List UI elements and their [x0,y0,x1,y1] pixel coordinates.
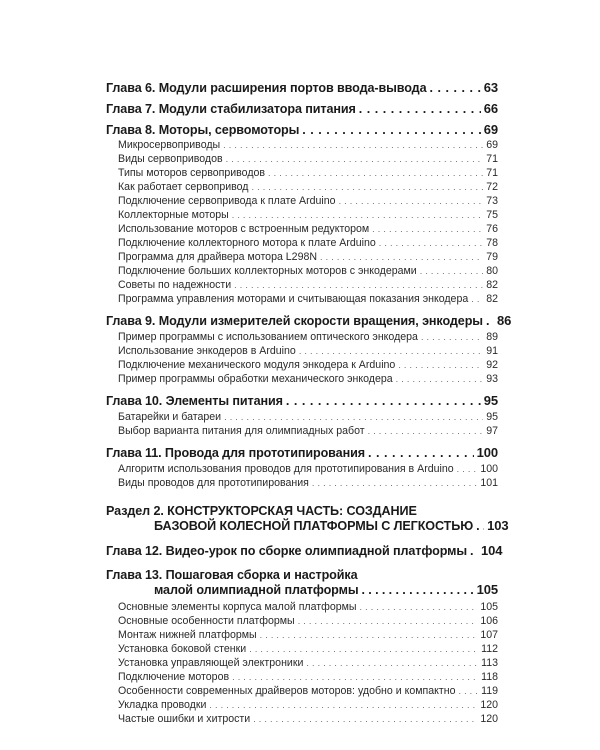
toc-page-number: 100 [476,445,498,460]
toc-entry-title: Установка управляющей электроники [118,657,304,669]
toc-page-number: 63 [483,80,498,95]
dot-leader [368,446,474,460]
toc-entry-title: Глава 12. Видео-урок по сборке олимпиадной платформы [106,544,468,558]
toc-subentry[interactable] [118,223,498,235]
toc-chapter-9[interactable] [106,313,512,328]
toc-subentry[interactable] [118,463,498,475]
toc-page-number: 113 [481,657,498,669]
toc-entry-title: Глава 10. Элементы питания [106,394,283,408]
toc-subentry[interactable] [118,359,498,371]
dot-leader [260,630,478,640]
toc-subentry[interactable] [118,713,498,725]
toc-chapter-7[interactable] [106,101,498,116]
toc-page-number: 86 [496,313,512,328]
dot-leader [286,394,481,408]
toc-entry-title: Использование энкодеров в Arduino [118,345,296,357]
toc-page-number: 91 [486,345,498,357]
toc-page-number: 79 [486,251,498,263]
toc-page-number: 97 [486,425,498,437]
dot-leader [398,360,483,370]
toc-subentry[interactable] [118,425,498,437]
toc-page-number: 69 [486,139,498,151]
toc-page-number: 72 [486,181,498,193]
toc-page-number: 95 [486,411,498,423]
toc-chapter-10[interactable] [106,393,498,408]
dot-leader [268,168,483,178]
toc-entry-title: Глава 7. Модули стабилизатора питания [106,102,356,116]
dot-leader [312,478,477,488]
toc-subentry[interactable] [118,293,498,305]
toc-chapter-13[interactable] [106,568,498,597]
toc-page-number: 66 [483,101,498,116]
toc-entry-title: Основные элементы корпуса малой платформы [118,601,357,613]
toc-subentry[interactable] [118,153,498,165]
toc-subentry[interactable] [118,373,498,385]
dot-leader [372,224,483,234]
dot-leader [458,686,478,696]
toc-subentry[interactable] [118,629,498,641]
toc-entry-title: Глава 8. Моторы, сервомоторы [106,123,300,137]
toc-page-number: 120 [480,713,498,725]
toc-page-number: 104 [481,543,503,558]
toc-page-number: 69 [483,122,498,137]
toc-entry-title-line1: Глава 13. Пошаговая сборка и настройка [106,568,358,582]
toc-subentry[interactable] [118,699,498,711]
toc-page-number: 105 [480,601,498,613]
toc-page-number: 78 [486,237,498,249]
toc-page-number: 82 [486,293,498,305]
toc-subentry[interactable] [118,251,498,263]
toc-entry-title: Установка боковой стенки [118,643,247,655]
dot-leader [420,266,483,276]
toc-page-number: 73 [486,195,498,207]
toc-page-number: 103 [487,518,509,533]
toc-entry-title: Подключение механического модуля энкодера к Arduino [118,359,396,371]
toc-subentry[interactable] [118,265,498,277]
toc-entry-title: Укладка проводки [118,699,207,711]
toc-chapter-13-final-line [154,582,498,597]
dot-leader [396,374,484,384]
dot-leader [252,182,484,192]
dot-leader [470,544,478,558]
toc-entry-title: Пример программы обработки механического энкодера [118,373,393,385]
toc-entry-title: Типы моторов сервоприводов [118,167,266,179]
dot-leader [302,123,480,137]
dot-leader [368,426,484,436]
toc-entry-title: Частые ошибки и хитрости [118,713,251,725]
toc-page-number: 112 [481,643,498,655]
toc-entry-title: Глава 6. Модули расширения портов ввода-вывода [106,81,427,95]
toc-subentry[interactable] [118,331,498,343]
dot-leader [360,602,478,612]
dot-leader [476,519,484,533]
toc-subentry[interactable] [118,181,498,193]
dot-leader [359,102,481,116]
toc-entry-title: БАЗОВОЙ КОЛЕСНОЙ ПЛАТФОРМЫ С ЛЕГКОСТЬЮ [154,519,474,533]
dot-leader [471,294,483,304]
toc-entry-title: Подключение коллекторного мотора к плате Arduino [118,237,376,249]
toc-entry-title: Выбор варианта питания для олимпиадных работ [118,425,365,437]
toc-entry-title: Основные особенности платформы [118,615,295,627]
toc-entry-title: Виды сервоприводов [118,153,223,165]
toc-page-number: 118 [481,671,498,683]
toc-chapter-6[interactable] [106,80,498,95]
dot-leader [339,196,484,206]
toc-entry-title: Глава 11. Провода для прототипирования [106,446,365,460]
toc-subentry[interactable] [118,685,498,697]
toc-page-number: 75 [486,209,498,221]
toc-subentry[interactable] [118,477,498,489]
toc-page-number: 101 [480,477,498,489]
dot-leader [253,714,477,724]
toc-subentry[interactable] [118,209,498,221]
toc-entry-title: Особенности современных драйверов моторов: удобно и компактно [118,685,456,697]
toc-chapter-11[interactable] [106,445,498,460]
toc-entry-title: малой олимпиадной платформы [154,583,359,597]
toc-page-number: 76 [486,223,498,235]
toc-entry-title: Подключение сервопривода к плате Arduino [118,195,336,207]
toc-entry-title: Пример программы с использованием оптического энкодера [118,331,418,343]
dot-leader [486,314,494,328]
toc-page-number: 95 [483,393,498,408]
toc-entry-title: Как работает сервопривод [118,181,249,193]
toc-entry-title: Программа для драйвера мотора L298N [118,251,318,263]
toc-page-number: 92 [486,359,498,371]
toc-section-2[interactable] [106,504,509,533]
toc-chapter-8[interactable] [106,122,498,137]
toc-page-number: 120 [480,699,498,711]
dot-leader [429,81,480,95]
toc-subentry[interactable] [118,671,498,683]
dot-leader [234,280,483,290]
toc-section-2-final-line [154,518,509,533]
toc-entry-title: Глава 9. Модули измерителей скорости вращения, энкодеры [106,314,483,328]
dot-leader [299,346,483,356]
toc-subentry[interactable] [118,643,498,655]
toc-page-number: 71 [486,167,498,179]
dot-leader [249,644,478,654]
toc-subentry[interactable] [118,139,498,151]
toc-page-number: 82 [486,279,498,291]
dot-leader [224,412,483,422]
toc-subentry[interactable] [118,237,498,249]
dot-leader [421,332,483,342]
toc-page-number: 119 [481,685,498,697]
toc-chapter-12[interactable] [106,543,503,558]
toc-entry-title: Виды проводов для прототипирования [118,477,309,489]
toc-entry-title: Батарейки и батареи [118,411,222,423]
toc-entry-title: Использование моторов с встроенным редуктором [118,223,370,235]
toc-page-number: 93 [486,373,498,385]
toc-subentry[interactable] [118,345,498,357]
dot-leader [361,583,473,597]
dot-leader [306,658,478,668]
toc-subentry[interactable] [118,411,498,423]
toc-page-number: 107 [480,629,498,641]
toc-entry-title: Подключение больших коллекторных моторов с энкодерами [118,265,417,277]
toc-entry-title: Программа управления моторами и считывающая показания энкодера [118,293,469,305]
toc-subentry[interactable] [118,279,498,291]
toc-page-number: 105 [476,582,498,597]
dot-leader [209,700,477,710]
dot-leader [320,252,483,262]
toc-page-number: 100 [480,463,498,475]
toc-page-number: 89 [486,331,498,343]
toc-entry-title: Микросервоприводы [118,139,221,151]
toc-page-number: 106 [480,615,498,627]
dot-leader [379,238,483,248]
toc-entry-title: Алгоритм использования проводов для прототипирования в Arduino [118,463,454,475]
dot-leader [457,464,478,474]
toc-entry-title: Коллекторные моторы [118,209,229,221]
toc-page-number: 80 [486,265,498,277]
toc-page-number: 71 [486,153,498,165]
toc-entry-title: Советы по надежности [118,279,232,291]
dot-leader [232,210,483,220]
toc-entry-title: Подключение моторов [118,671,230,683]
toc-subentry[interactable] [118,657,498,669]
toc-entry-title-line1: Раздел 2. КОНСТРУКТОРСКАЯ ЧАСТЬ: СОЗДАНИЕ [106,504,417,518]
dot-leader [232,672,478,682]
toc-subentry[interactable] [118,195,498,207]
toc-entry-title: Монтаж нижней платформы [118,629,257,641]
toc-subentry[interactable] [118,601,498,613]
toc-subentry[interactable] [118,615,498,627]
dot-leader [226,154,484,164]
dot-leader [223,140,483,150]
dot-leader [298,616,478,626]
toc-subentry[interactable] [118,167,498,179]
